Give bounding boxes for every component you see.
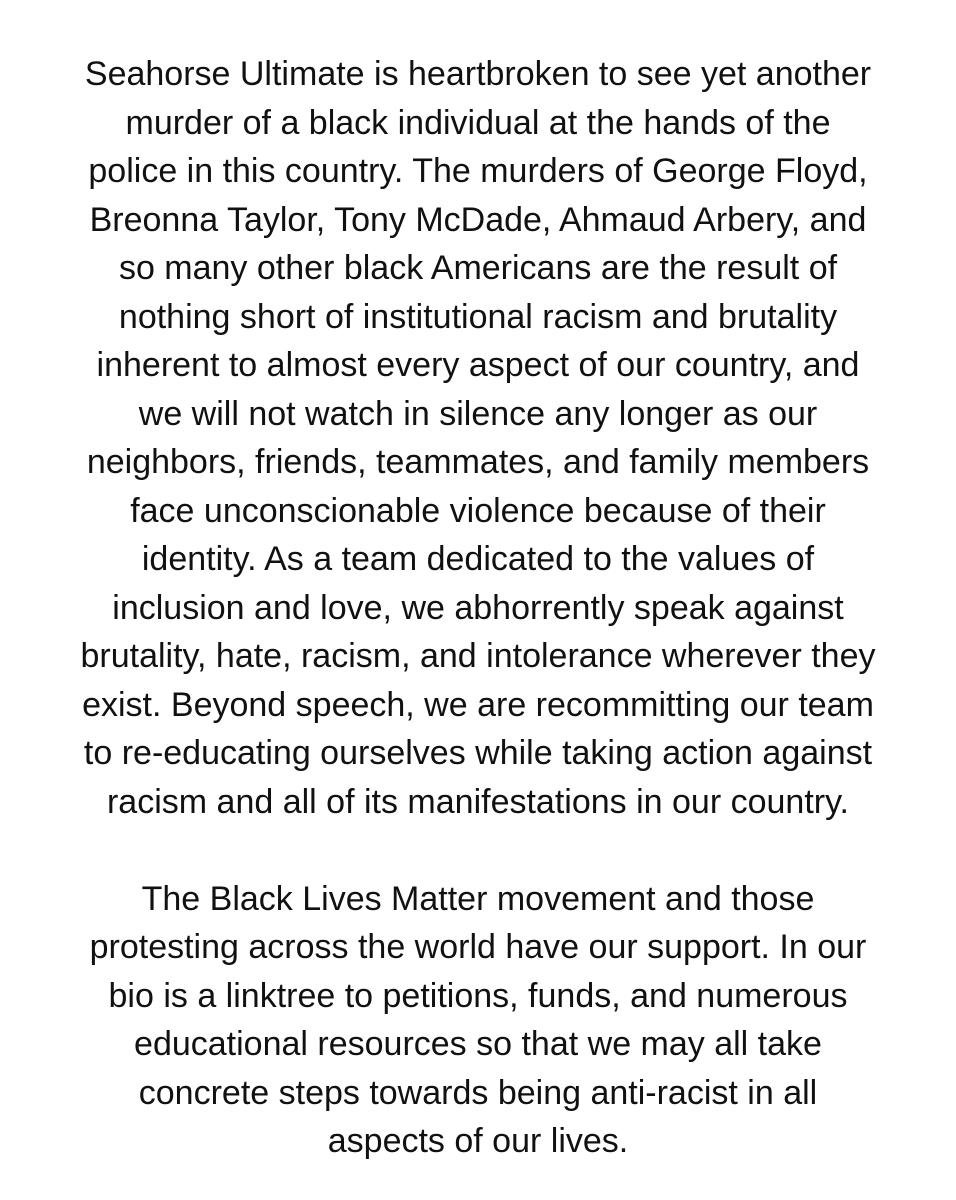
text-line: inherent to almost every aspect of our country, and [96, 346, 860, 384]
text-line: we will not watch in silence any longer as our [138, 394, 818, 433]
text-line: murder of a black individual at the hands of the [125, 103, 831, 142]
text-line: The Black Lives Matter movement and those [141, 879, 815, 918]
text-line: Seahorse Ultimate is heartbroken to see yet another [84, 55, 872, 93]
text-line: educational resources so that we may all take [134, 1025, 822, 1063]
statement-paragraph-1 [40, 50, 916, 826]
text-line: inclusion and love, we abhorrently speak against [112, 588, 844, 627]
text-line: Breonna Taylor, Tony McDade, Ahmaud Arbery, and [89, 200, 867, 239]
text-line: so many other black Americans are the result of [118, 249, 838, 287]
text-line: brutality, hate, racism, and intolerance wherever they [80, 637, 876, 675]
text-line: racism and all of its manifestations in our country. [106, 782, 850, 821]
text-line: nothing short of institutional racism and brutality [118, 297, 838, 336]
text-line: concrete steps towards being anti-racist in all [138, 1073, 818, 1112]
text-line: police in this country. The murders of George Floyd, [88, 152, 868, 190]
text-line: face unconscionable violence because of their [130, 491, 826, 530]
statement-text [40, 50, 916, 1166]
text-line: protesting across the world have our support. In our [89, 928, 867, 966]
text-line: bio is a linktree to petitions, funds, and numerous [108, 976, 848, 1015]
text-line: identity. As a team dedicated to the values of [141, 540, 815, 578]
text-line: neighbors, friends, teammates, and family members [86, 443, 870, 481]
text-line: exist. Beyond speech, we are recommitting our team [82, 685, 874, 724]
text-line: aspects of our lives. [327, 1122, 629, 1160]
statement-paragraph-2 [40, 875, 916, 1166]
paragraph-spacer [40, 826, 916, 875]
text-line: to re-educating ourselves while taking action against [83, 734, 873, 772]
